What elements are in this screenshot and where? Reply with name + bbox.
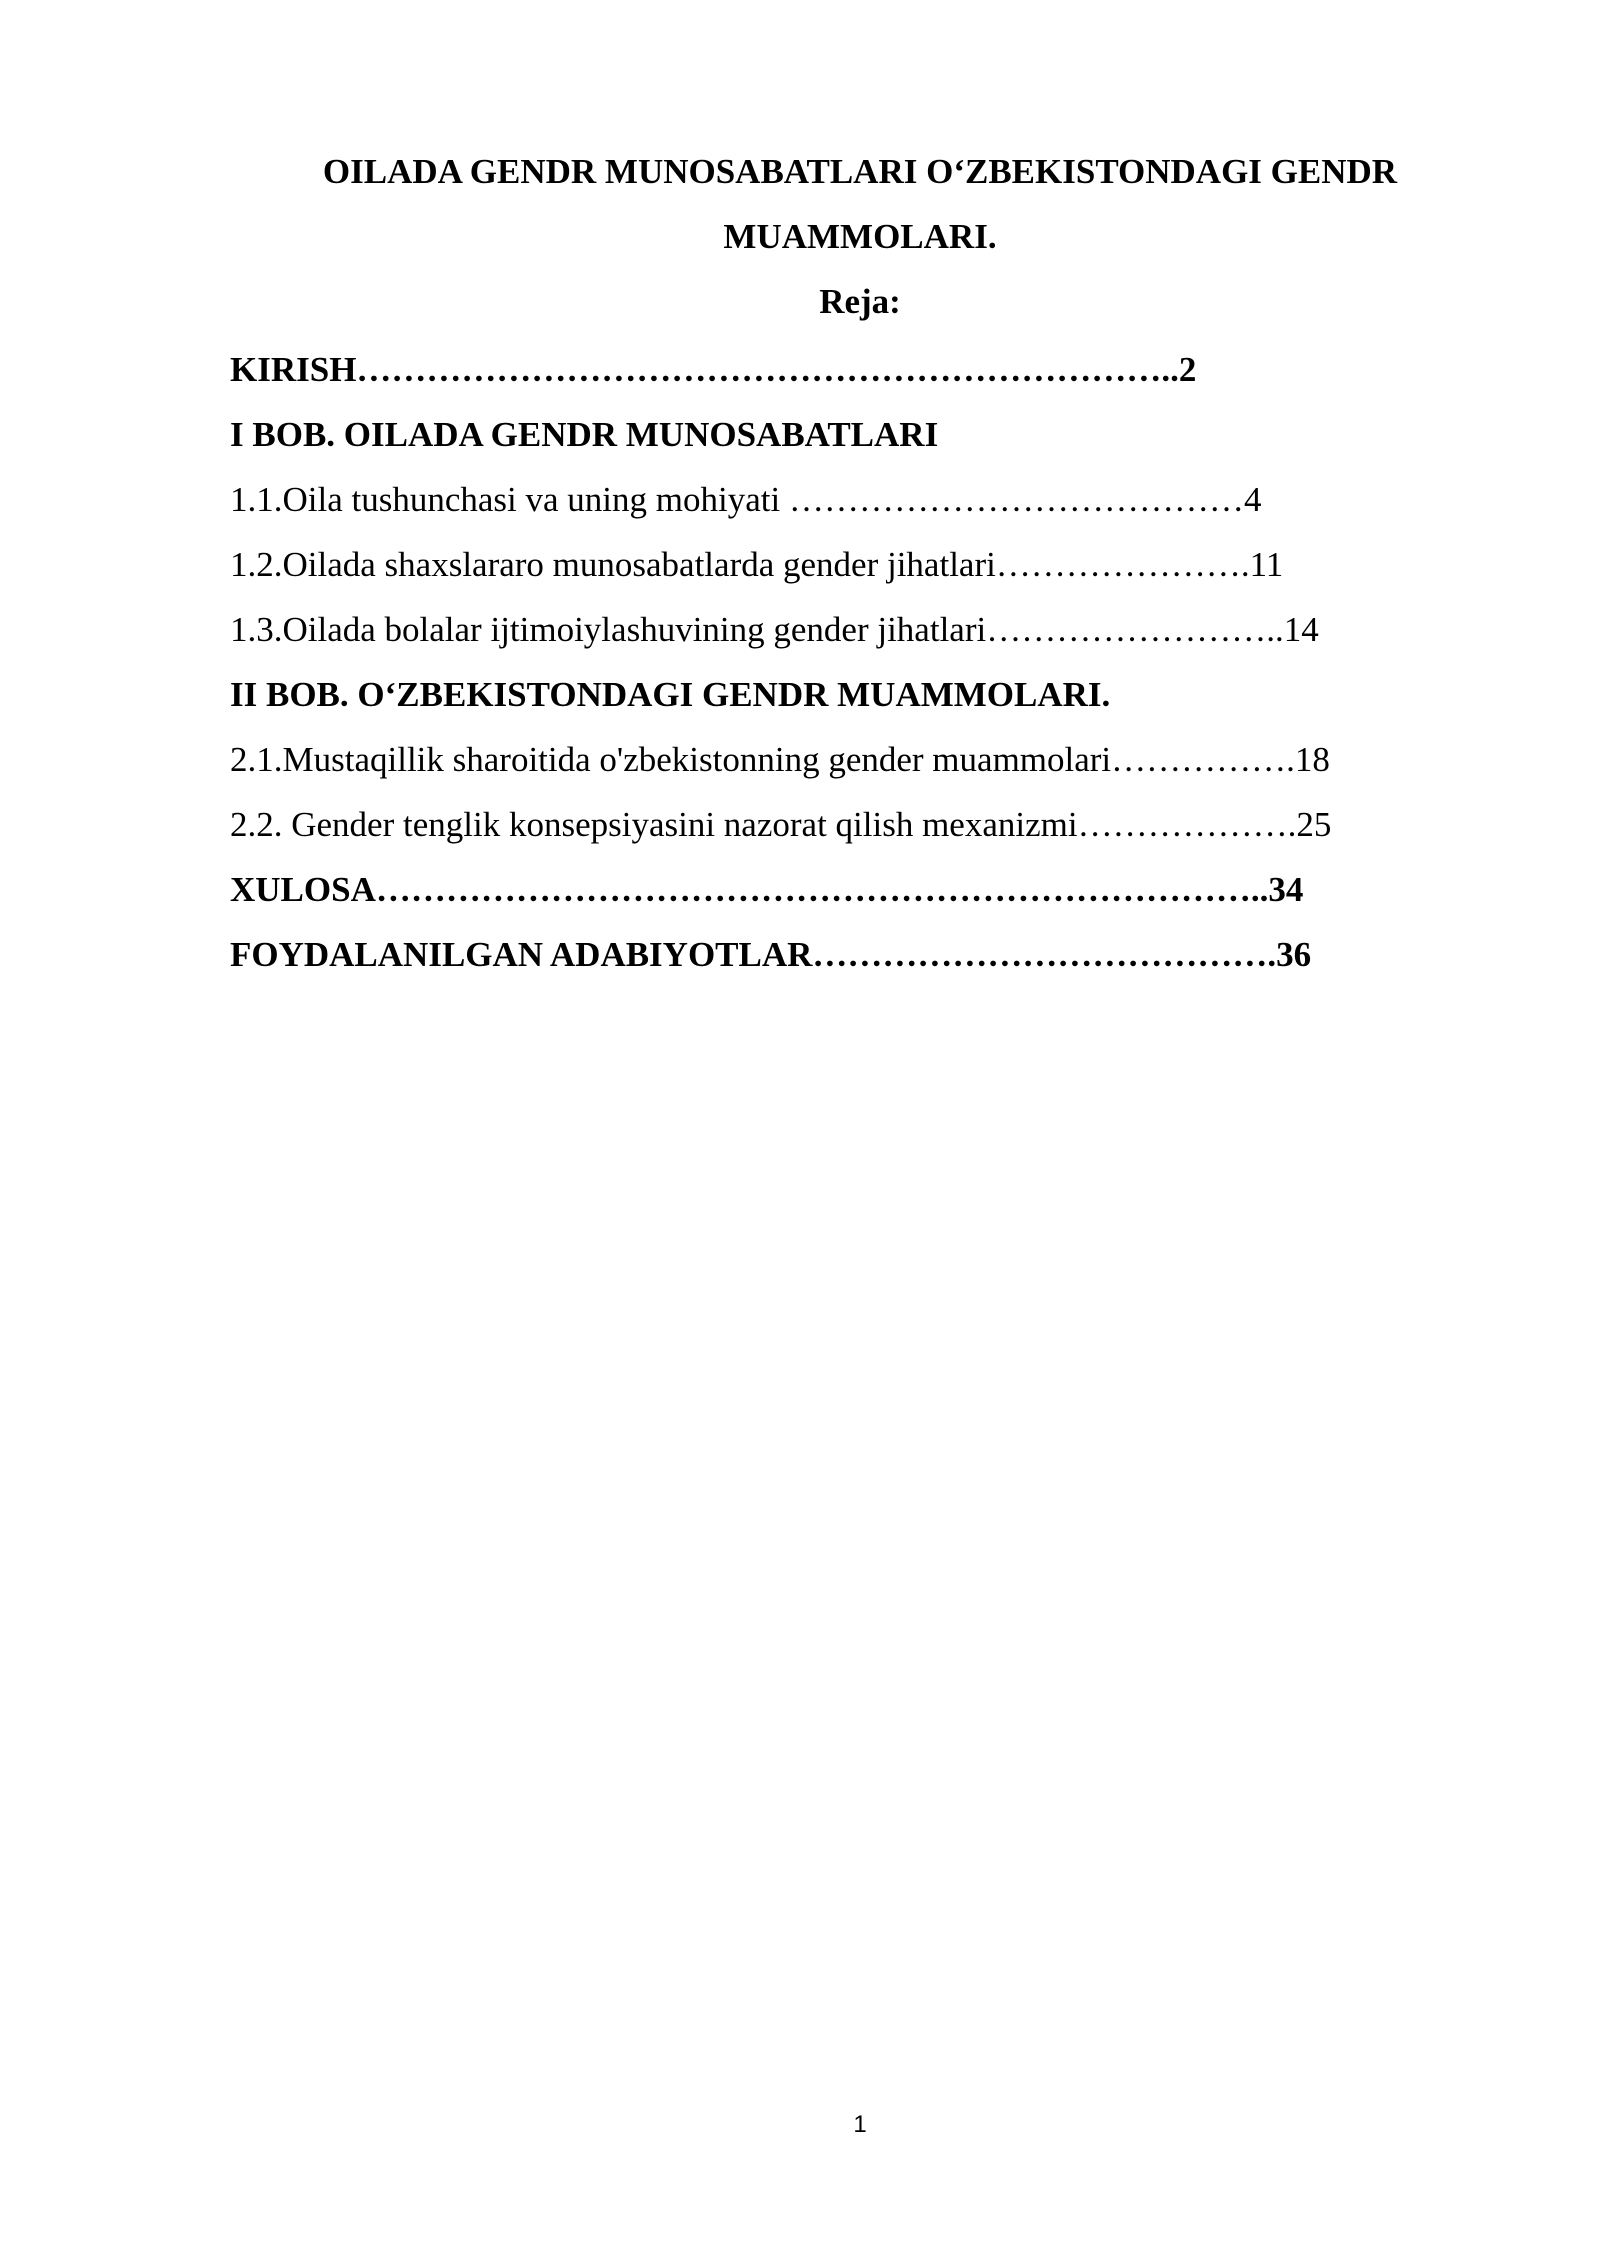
toc-entry-section-1-1: 1.1.Oila tushunchasi va uning mohiyati …………………………………4	[230, 480, 1262, 519]
table-of-contents	[230, 347, 1490, 997]
toc-entry-references: FOYDALANILGAN ADABIYOTLAR………………………………….36	[230, 935, 1312, 974]
toc-entry-chapter-1: I BOB. OILADA GENDR MUNOSABATLARI	[230, 415, 939, 454]
document-title-line-1: OILADA GENDR MUNOSABATLARI O‘ZBEKISTONDAGI GENDR	[322, 152, 1398, 191]
toc-entry-section-1-2: 1.2.Oilada shaxslararo munosabatlarda gender jihatlari………………….11	[230, 545, 1284, 584]
document-title-line-2: MUAMMOLARI.	[723, 217, 997, 256]
toc-entry-chapter-2: II BOB. O‘ZBEKISTONDAGI GENDR MUAMMOLARI.	[230, 675, 1111, 714]
plan-heading: Reja:	[819, 282, 901, 321]
toc-entry-section-2-1: 2.1.Mustaqillik sharoitida o'zbekistonning gender muammolari…………….18	[230, 740, 1330, 779]
toc-entry-section-1-3: 1.3.Oilada bolalar ijtimoiylashuvining gender jihatlari……………………..14	[230, 610, 1319, 649]
page-number: 1	[853, 2111, 867, 2138]
toc-entry-conclusion: XULOSA…………………………………………………………………..34	[230, 870, 1304, 909]
toc-entry-introduction: KIRISH……………………………………………………………..2	[230, 350, 1197, 389]
toc-entry-section-2-2: 2.2. Gender tenglik konsepsiyasini nazorat qilish mexanizmi……………….25	[230, 805, 1332, 844]
